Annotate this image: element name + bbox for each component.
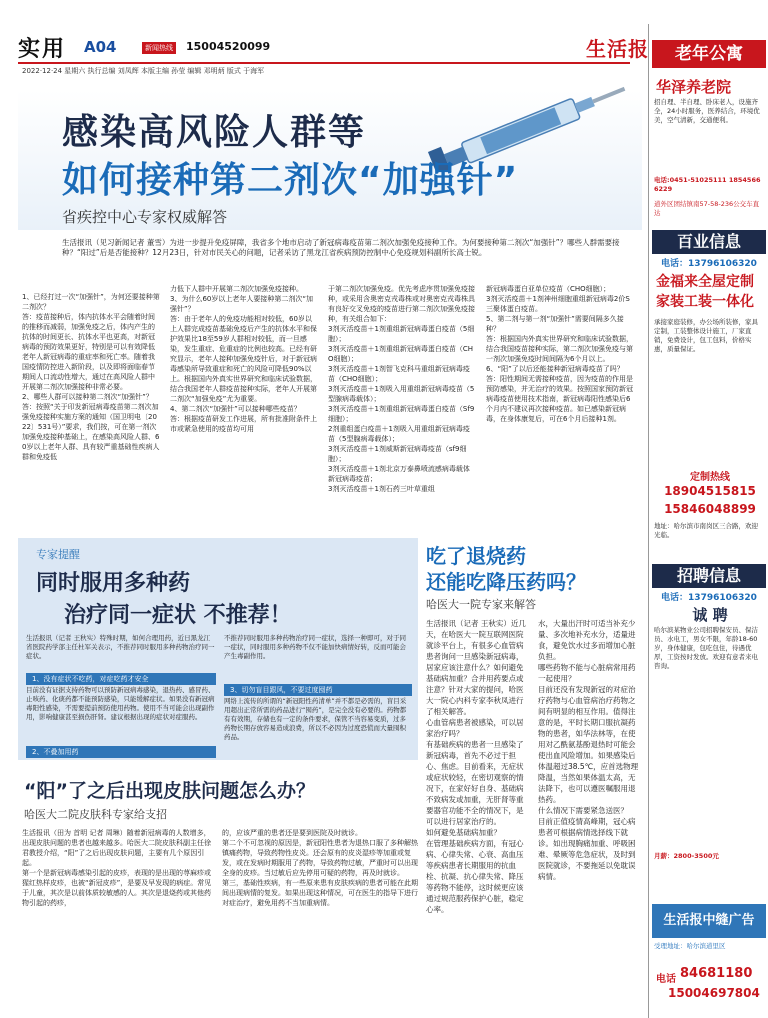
guide-phone-1: 84681180 [680, 966, 753, 981]
dateline: 2022·12·24 星期六 执行总编 刘凤辉 本版主编 孙莹 编辑 邓明炳 版式 于海军 [22, 67, 265, 75]
hire-salary: 月薪：2800-3500元 [654, 852, 719, 860]
drugs-tag: 专家提醒 [36, 548, 80, 561]
guide-phone-label: 电话 [656, 974, 676, 985]
skin-subtitle: 哈医大二院皮肤科专家给支招 [24, 808, 167, 821]
elder-home-phone: 电话:0451-51025111 18545666229 [654, 176, 761, 193]
fever-col-1: 生活报讯（记者 王秋实）近几天，在哈医大一院互联网医院就诊平台上，有很多心血管病患者询问一旦感染新冠病毒，居家应该注意什么？如何避免基础病加重？合并用药要点或注意？针对大家的提问，哈医大一院心内科专家李秋凤进行了相关解答。 心血管病患者被感染，可以居家治疗吗？ 有基础疾病的患者一旦感染了新冠病毒，首先不必过于担心、焦虑。目前看来，无症状或症状较轻，在密切观察的情况下，在家好好自身、基础病不致病发或加重，无肝肾等重要器官功能不全的情况下，是可以进行居家治疗的。 如何避免基础病加重？ 在管理基础疾病方面，有冠心病、心律失常、心衰、高血压等疾病患者长期服用的抗血栓、抗凝、抗心律失常、降压等药物不能停，这时候更应该通过规范服药保护心脏，稳定心率。 [426, 619, 526, 914]
ads-phone: 电话：13796106320 [661, 259, 757, 269]
fever-col-2: 水，大量出汗时可适当补充少量、多次地补充水分，适量进食，避免饮水过多而增加心脏负担。 哪些药物不能与心脏病常用药一起使用？ 目前还没有发现新冠的对症治疗药物与心血管病治疗药物之间有明显的相互作用。值得注意的是，平时长期口服抗凝药物的患者，如华法林等，在使用对乙酰氨基酚退热时可能会使出血风险增加。如果感染后体温超过38.5℃，应首选物理降温，当然如果体温太高，无法降下，也可以遵医嘱服用退热药。 什么情况下需要紧急送医？ 目前正值疫情高峰期，冠心病患者可根据病情选择线下就诊。如出现胸痛加重、呼吸困难、晕厥等危急症状，及时到医院就诊，不要拖延以免耽误病情。 [538, 619, 639, 881]
hotline-label: 新闻热线 [142, 42, 176, 54]
deco-phone-1: 18904515815 [664, 484, 756, 498]
drugs-title-2: 治疗同一症状 不推荐！ [64, 603, 292, 628]
drugs-p3: 网络上流传的所谓的“新冠阳性药清单”并不都是必需的，盲目采用超出正常所需的药品进行“囤药”，是完全没有必要的。药物都有有效期，存储也有一定的条件要求，保管不当容易变质，过多药物长期存放容易造成浪费，所以不必因为过度恐慌而大量囤积药品。 [224, 697, 407, 741]
drugs-section-1: 1、没有症状不吃药，对症吃药才安全 [26, 673, 216, 685]
drugs-p2: 不推荐同时服用多种药物治疗同一症状，选择一种即可，对于同一症状，同时服用多种药物不仅不能加快病情好转，反而可能会产生毒副作用。 [224, 634, 406, 660]
section-name: 实用 [18, 36, 67, 62]
deco-hotline-label: 定制热线 [690, 472, 730, 483]
drugs-p1: 目前没有证据支持药物可以预防新冠病毒感染，退热药、感冒药、止咳药、化痰药都不能预防感染，只能缓解症状。如果没有新冠病毒阳性感染，不需要提前预防使用药物。使用不当可能会出现副作用，影响健康甚至损伤肝肾。建议根据出现的症状对症服药。 [26, 686, 215, 721]
lead-col-4: 新冠病毒蛋白亚单位疫苗（CHO细胞）； 3剂灭活疫苗＋1剂神州细胞重组新冠病毒2价S三聚体蛋白疫苗。 5、第二剂与第一剂“加强针”需要间隔多久接种？ 答：根据国内外真实世界研究和临床试验数据，结合我国疫苗接种实际，第二剂次加强免疫与第一剂次加强免疫时间间隔为6个月以上。 6、“阳”了以后还能接种新冠病毒疫苗了吗？ 答：阳性期间无需接种疫苗，因为疫苗的作用是预防感染，并无治疗的效果。按照国家预防新冠病毒疫苗使用技术指南，新冠病毒阳性感染后6个月内不建议再次接种疫苗。如已感染新冠病毒，在身体康复后，可在6个月后接种1剂。 [486, 285, 633, 423]
elder-home-desc: 招自理、半自理、卧床老人，设施齐全，24小时服务，医养结合，环境优美，空气清新，交通便利。 [654, 98, 760, 124]
lead-subtitle: 省疾控中心专家权威解答 [62, 208, 228, 226]
ads-title: 百业信息 [652, 230, 766, 254]
fever-title-1: 吃了退烧药 [426, 544, 526, 568]
jobs-title: 招聘信息 [652, 564, 766, 588]
newspaper-logo: 生活报 [586, 37, 649, 61]
drugs-section-3: 3、切勿盲目跟风，不要过度囤药 [224, 684, 412, 696]
skin-title: “阳”了之后出现皮肤问题怎么办？ [24, 780, 315, 802]
drugs-section-2: 2、不叠加用药 [26, 746, 216, 758]
elder-home-title: 老年公寓 [652, 40, 766, 68]
header-rule [18, 62, 630, 64]
guide-ads-title: 生活报中缝广告 [652, 904, 766, 938]
drugs-intro: 生活报讯（记者 王秋实）特殊时期，如何合理用药，近日黑龙江省医院药学部主任杜军关表示，不推荐同时服用多种药物治疗同一症状。 [26, 634, 215, 660]
deco-phone-2: 15846048899 [664, 502, 756, 516]
lead-title-2: 如何接种第二剂次“加强针” [62, 160, 519, 201]
hotline-number: 15004520099 [186, 40, 271, 53]
hire-title: 诚 聘 [692, 606, 728, 624]
jobs-phone: 电话：13796106320 [661, 593, 757, 603]
skin-col-2: 的，应该严重的患者还是要到医院及时就诊。 第二个不可忽视的原因是，新冠阳性患者为退热口服了多种解热镇痛药物，导致药物性皮炎。还会原有的皮炎湿疹等加重或复发，或在发病时期服用了药物，导致药物过敏，严重时可以出现全身的皮疹。当过敏后应先停用可疑的药物，再及时就诊。 第三，基础性疾病，有一些原来患有皮肤疾病的患者可能在此期间出现病情的复发。如果出现这种情况，可在医生的指导下进行对症治疗，避免用药不当加重病情。 [222, 829, 418, 907]
lead-col-3: 于第二剂次加强免疫。优先考虑序贯加强免疫接种，或采用含奥密克戎毒株或对奥密克戎毒株具有良好交叉免疫的疫苗进行第二剂次加强免疫接种，有关组合如下： 3剂灭活疫苗＋1剂重组新冠病毒蛋白疫苗（5细胞）； 3剂灭活疫苗＋1剂重组新冠病毒蛋白疫苗（CHO细胞）； 3剂灭活疫苗＋1剂智飞克科马重组新冠病毒疫苗（CHO细胞）； 3剂灭活疫苗＋1剂吸入用重组新冠病毒疫苗（5型腺病毒载体）； 3剂灭活疫苗＋1剂重组新冠病毒蛋白疫苗（Sf9细胞）； 2剂重组蛋白疫苗＋1剂吸入用重组新冠病毒疫苗（5型腺病毒载体）； 3剂灭活疫苗＋1剂威斯新冠病毒疫苗（sf9细胞）； 3剂灭活疫苗＋1剂北京万泰鼻喷流感病毒载体新冠病毒疫苗； 3剂灭活疫苗＋1剂石药三叶草重组 [328, 285, 475, 493]
hire-desc: 哈尔滨某物业公司招聘保安员、保洁员、水电工，男女不限，年龄18-60岁，身体健康，包吃包住，待遇优厚，工资按时发放。欢迎有意者来电咨询。 [654, 626, 758, 670]
lead-col-1: 1、已经打过一次“加强针”，为何还要接种第二剂次？ 答：疫苗接种后，体内抗体水平会随着时间的推移而减弱，加强免疫之后，体内产生的抗体的时间更长、抗体水平也更高，对新冠病毒的预防效果更好，特别是可以有效降低老年人新冠病毒的重症率和死亡率。随着我国疫情防控进入新阶段，以及即将面临春节期间人口流动性增大，通过在高风险人群中开展第二剂次加强接种非常必要。 2、哪些人群可以接种第二剂次“加强针”？ 答：按照“关于印发新冠病毒疫苗第二剂次加强免疫接种实施方案的通知（国卫明电〔2022〕531号）”要求，我们按，可在第一剂次加强免疫接种基础上，在感染高风险人群、60岁以上老年人群、具有较严重基础性疾病人群和免疫低 [22, 293, 160, 461]
guide-address: 受理地址：哈尔滨道里区 [654, 942, 726, 950]
elder-home-address: 道外区团结镇南57-58-236公交车直达 [654, 200, 760, 217]
deco-title: 金福来全屋定制 家装工装一体化 [656, 274, 754, 310]
fever-subtitle: 哈医大一院专家来解答 [426, 598, 536, 611]
drugs-title-1: 同时服用多种药 [36, 571, 191, 596]
page-code: A04 [84, 38, 117, 56]
lead-intro: 生活报讯（见习新闻记者 董雪）为进一步提升免疫屏障，我省多个地市启动了新冠病毒疫苗第二剂次加强免疫接种工作。为何要接种第二剂次“加强针”？哪些人群需要接种？“阳过”后是否能接种？12月23日，针对市民关心的问题，记者采访了黑龙江省疾病预防控制中心免疫规划科副所长高士锐。 [62, 238, 620, 257]
fever-title-2: 还能吃降压药吗？ [426, 570, 586, 594]
lead-title-1: 感染高风险人群等 [62, 112, 367, 153]
lead-col-2: 力低下人群中开展第二剂次加强免疫接种。 3、为什么60岁以上老年人要接种第二剂次“加强针”？ 答：由于老年人的免疫功能相对较低，60岁以上人群完成疫苗基础免疫后产生的抗体水平和保护效果比18至59岁人群相对较低，而一旦感染，发生重症、危重症的比例也较高。已经有研究显示，老年人接种加强免疫针后，对于新冠病毒感染所导致重症和死亡的风险可降低90%以上。根据国内外真实世界研究和临床试验数据，结合我国老年人群疫苗接种实际，老年人开展第二剂次“加强免疫”尤为重要。 4、第二剂次“加强针”可以接种哪些疫苗？ 答：根据疫苗研发工作进展，所有批准附条件上市或紧急使用的疫苗均可用 [170, 285, 317, 433]
skin-col-1: 生活报讯（田为 首明 记者 周琳）随着新冠病毒的人数增多，出现皮肤问题的患者也越来越多。哈医大二院皮肤科副主任徐君教授介绍，“阳”了之后出现皮肤问题，主要有几个原因引起。 第一个是新冠病毒感染引起的皮疹，表现的是出现的荨麻疹或猩红热样皮疹，也被“新冠皮疹”，是要及早发现的病症。常见于儿童，其次是以前体质较敏感的人。其次是退烧药或其他药物引起的药疹， [22, 829, 212, 907]
elder-home-name: 华泽养老院 [656, 78, 732, 96]
guide-phone-2: 15004697804 [668, 986, 760, 1000]
deco-address: 地址：哈尔滨市南岗区三合路，欢迎光临。 [654, 522, 758, 539]
deco-desc: 承接家庭装修，办公场所装修，家具定制，工装整体设计施工，厂家直销，免费设计，包工包料，价格实惠，质量保证。 [654, 318, 758, 353]
